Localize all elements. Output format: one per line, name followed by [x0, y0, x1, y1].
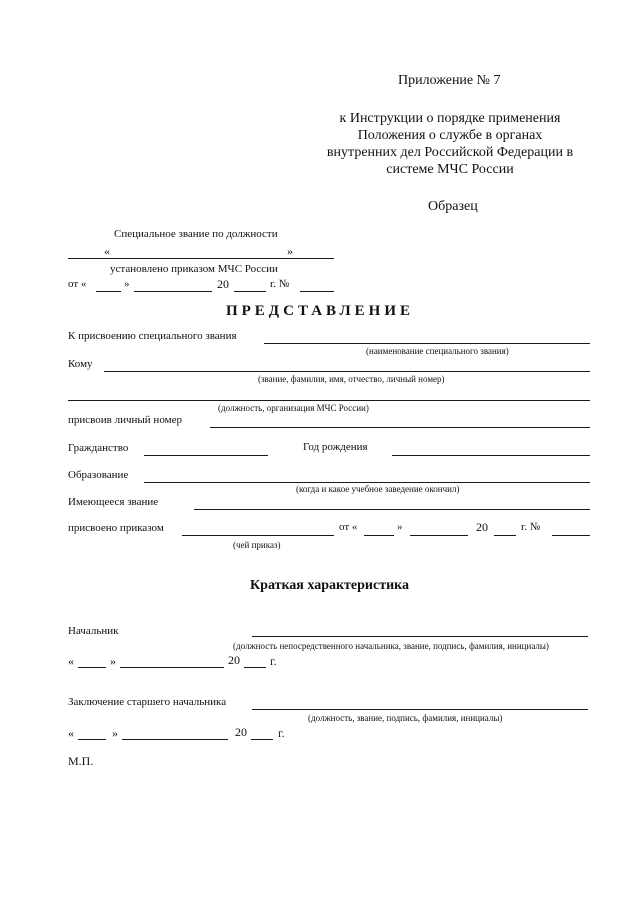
- assigned-order-month-line[interactable]: [410, 535, 468, 536]
- instruction-ref-line-3: внутренних дел Российской Федерации в: [326, 145, 574, 160]
- whose-order-caption: (чей приказ): [233, 540, 281, 550]
- position-rank-line[interactable]: [68, 258, 334, 259]
- assigned-order-close-quote: »: [397, 521, 403, 533]
- citizenship-line[interactable]: [144, 455, 268, 456]
- document-title: ПРЕДСТАВЛЕНИЕ: [225, 303, 415, 319]
- order-day-line[interactable]: [96, 291, 121, 292]
- order-month-line[interactable]: [134, 291, 212, 292]
- birth-year-label: Год рождения: [303, 441, 368, 453]
- current-rank-label: Имеющееся звание: [68, 496, 159, 508]
- assigned-order-day-line[interactable]: [364, 535, 394, 536]
- senior-chief-signature-line[interactable]: [252, 709, 588, 710]
- to-whom-label: Кому: [68, 358, 93, 370]
- order-date-close-quote: »: [124, 278, 130, 290]
- order-date-from-label: от «: [68, 278, 87, 290]
- senior-year-suffix: г.: [278, 726, 285, 740]
- order-number-label: г. №: [270, 278, 290, 290]
- birth-year-line[interactable]: [392, 455, 590, 456]
- assign-rank-label: К присвоению специального звания: [68, 330, 237, 342]
- to-whom-line[interactable]: [104, 371, 590, 372]
- position-organization-line[interactable]: [68, 400, 590, 401]
- senior-open-quote: «: [68, 726, 74, 740]
- assigned-order-number-line[interactable]: [552, 535, 590, 536]
- senior-year-line[interactable]: [251, 739, 273, 740]
- chief-year-prefix: 20: [228, 653, 240, 667]
- sample-label: Образец: [428, 199, 478, 214]
- senior-year-prefix: 20: [235, 725, 247, 739]
- whose-order-line[interactable]: [182, 535, 334, 536]
- citizenship-label: Гражданство: [68, 442, 129, 454]
- instruction-ref-line-1: к Инструкции о порядке применения: [339, 111, 561, 126]
- order-year-line[interactable]: [234, 291, 266, 292]
- chief-month-line[interactable]: [120, 667, 224, 668]
- appendix-number: Приложение № 7: [398, 73, 501, 88]
- assign-rank-line[interactable]: [264, 343, 590, 344]
- chief-open-quote: «: [68, 654, 74, 668]
- senior-month-line[interactable]: [122, 739, 228, 740]
- chief-label: Начальник: [68, 625, 119, 637]
- stamp-place-label: М.П.: [68, 754, 94, 768]
- senior-chief-caption: (должность, звание, подпись, фамилия, инициалы): [308, 713, 503, 723]
- instruction-ref-line-2: Положения о службе в органах: [357, 128, 543, 143]
- assigned-order-from-label: от «: [339, 521, 358, 533]
- position-rank-open-quote: «: [104, 244, 110, 258]
- position-organization-caption: (должность, организация МЧС России): [218, 403, 369, 413]
- assigned-by-order-label: присвоено приказом: [68, 522, 164, 534]
- order-year-prefix: 20: [217, 277, 229, 291]
- assigned-order-number-label: г. №: [521, 521, 541, 533]
- education-label: Образование: [68, 469, 129, 481]
- order-number-line[interactable]: [300, 291, 334, 292]
- assigned-order-year-line[interactable]: [494, 535, 516, 536]
- position-rank-close-quote: »: [287, 244, 293, 258]
- chief-year-suffix: г.: [270, 654, 277, 668]
- chief-caption: (должность непосредственного начальника, звание, подпись, фамилия, инициалы): [233, 641, 549, 651]
- assign-rank-caption: (наименование специального звания): [366, 346, 509, 356]
- instruction-ref-line-4: системе МЧС России: [386, 162, 514, 177]
- personal-number-label: присвоив личный номер: [68, 414, 182, 426]
- chief-year-line[interactable]: [244, 667, 266, 668]
- senior-chief-label: Заключение старшего начальника: [68, 696, 227, 708]
- position-rank-label: Специальное звание по должности: [114, 228, 278, 240]
- current-rank-line[interactable]: [194, 509, 590, 510]
- assigned-order-year-prefix: 20: [476, 520, 488, 534]
- education-line[interactable]: [144, 482, 590, 483]
- chief-close-quote: »: [110, 654, 116, 668]
- senior-day-line[interactable]: [78, 739, 106, 740]
- personal-number-line[interactable]: [210, 427, 590, 428]
- senior-close-quote: »: [112, 726, 118, 740]
- education-caption: (когда и какое учебное заведение окончил): [296, 484, 460, 494]
- established-by-order-label: установлено приказом МЧС России: [110, 263, 278, 275]
- chief-day-line[interactable]: [78, 667, 106, 668]
- summary-title: Краткая характеристика: [250, 578, 410, 593]
- chief-signature-line[interactable]: [252, 636, 588, 637]
- to-whom-caption: (звание, фамилия, имя, отчество, личный номер): [258, 374, 445, 384]
